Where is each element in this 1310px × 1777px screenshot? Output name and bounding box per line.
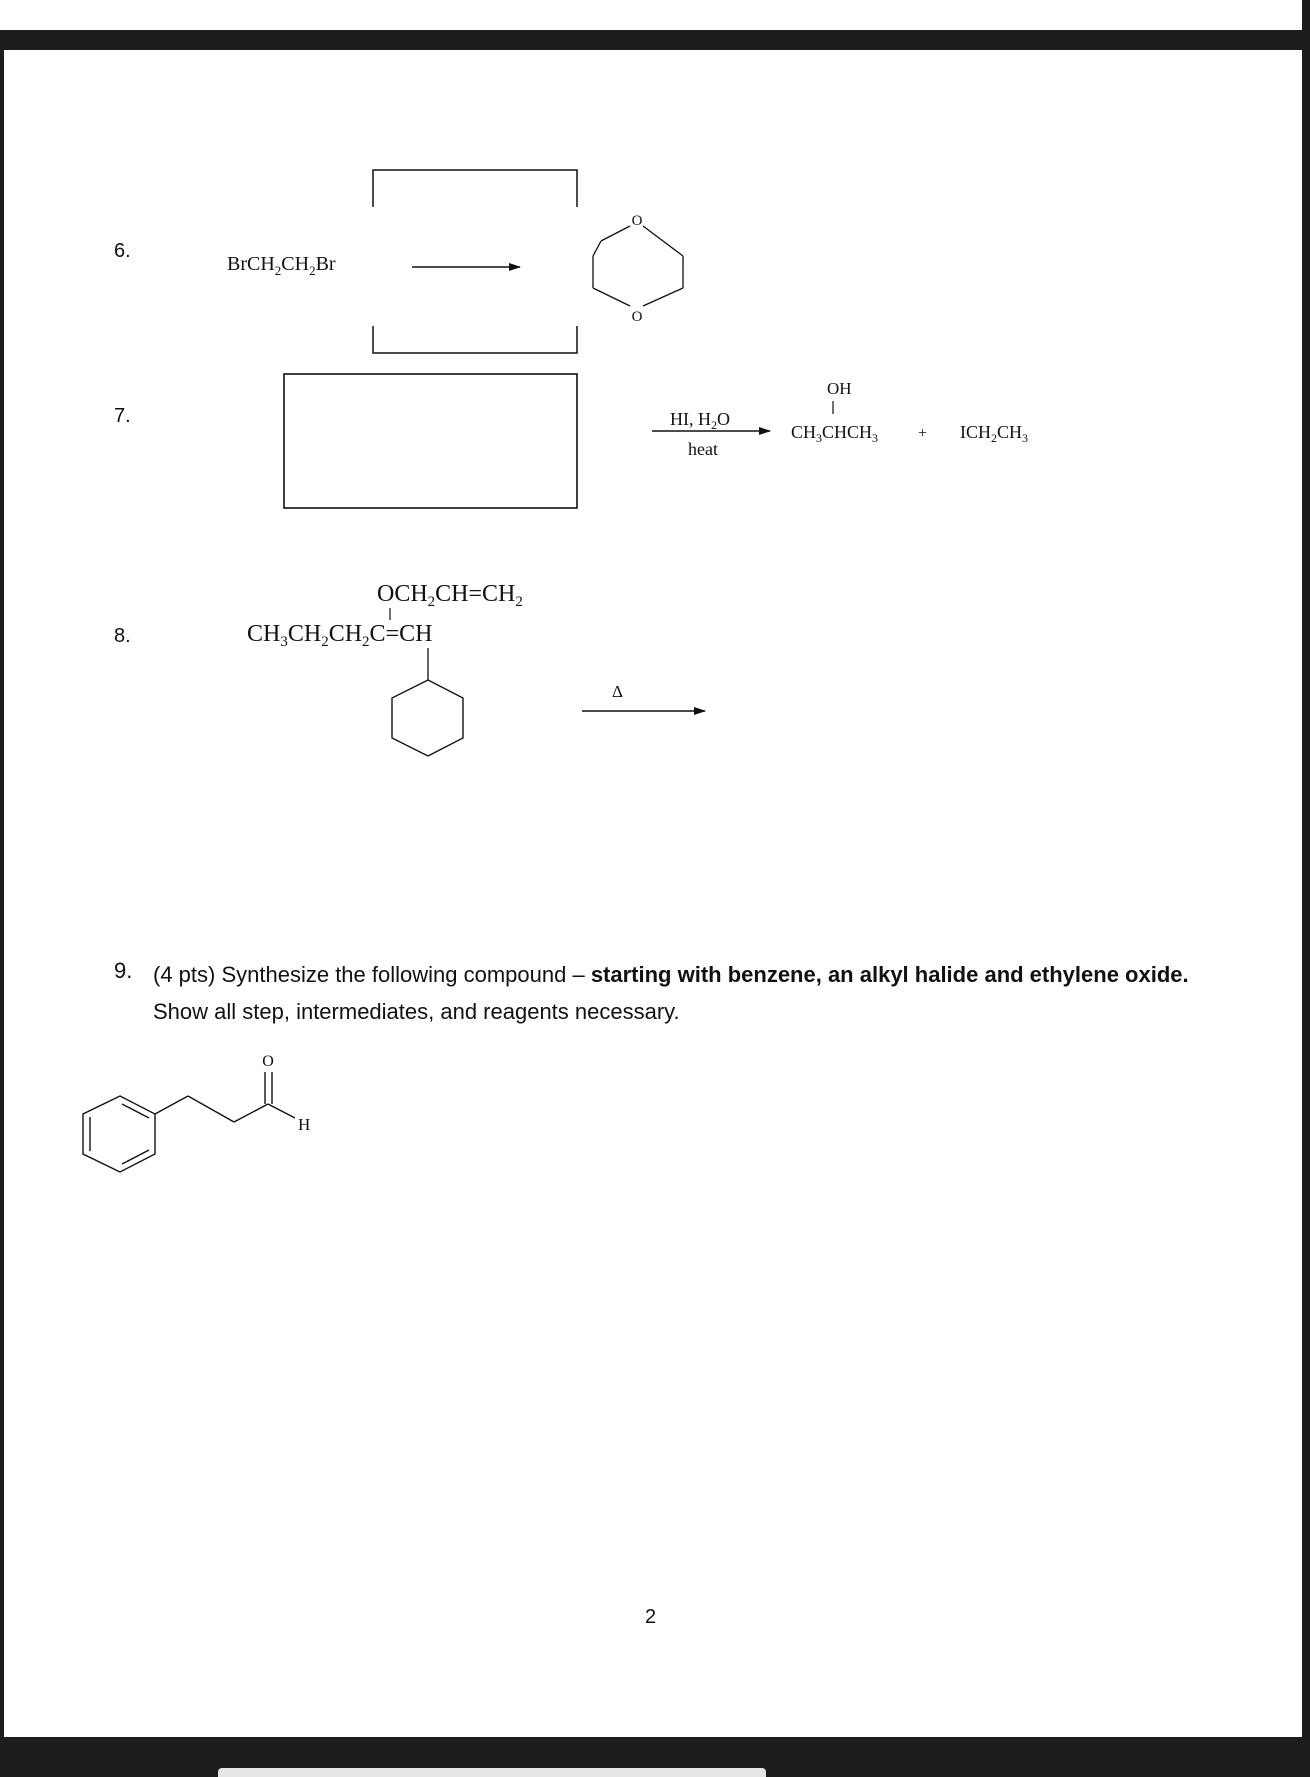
- q9-target-compound: [83, 1072, 295, 1172]
- q8-main-chain: $CH_3CH_2CH_2C=CH$: [247, 621, 433, 650]
- q8-cyclohexane-ring: [392, 680, 463, 756]
- q7-plus-sign: +: [918, 425, 928, 442]
- q9-aldehyde-hydrogen: H: [298, 1115, 311, 1134]
- question-8-number: 8.: [114, 625, 131, 647]
- q7-product1-oh: OH: [827, 379, 852, 398]
- question-7-number: 7.: [114, 405, 131, 427]
- q6-dioxane-structure: [593, 226, 683, 306]
- q8-allyl-ether-substituent: $OCH_2CH=CH_2$: [377, 581, 523, 610]
- q7-product2: $ICH_2CH_3$: [960, 422, 1029, 445]
- q6-reagent-bracket-bottom: [373, 326, 577, 353]
- question-6-number: 6.: [114, 240, 131, 262]
- q9-aldehyde-oxygen: O: [262, 1053, 274, 1070]
- q7-product1: $CH_3CHCH_3$: [791, 422, 879, 445]
- q6-reagent-bracket-top: [373, 170, 577, 207]
- question-9-number: 9.: [114, 958, 133, 983]
- q7-answer-box[interactable]: [284, 374, 577, 508]
- q7-condition: heat: [688, 439, 718, 459]
- q6-reactant-formula: $BrCH_2CH_2Br$: [227, 253, 336, 278]
- q6-dioxane-oxygen-top: O: [631, 213, 643, 229]
- q7-reagent: HI, $H_2O$: [670, 409, 730, 432]
- q8-heat-symbol: Δ: [612, 682, 623, 701]
- page-number: 2: [645, 1606, 657, 1628]
- question-9-text-end: Show all step, intermediates, and reagents necessary.: [153, 999, 680, 1024]
- question-9-text-bold: starting with benzene, an alkyl halide and ethylene oxide.: [590, 962, 1189, 987]
- question-9-text-plain: (4 pts) Synthesize the following compound –: [153, 962, 585, 987]
- q6-dioxane-oxygen-bottom: O: [631, 309, 643, 325]
